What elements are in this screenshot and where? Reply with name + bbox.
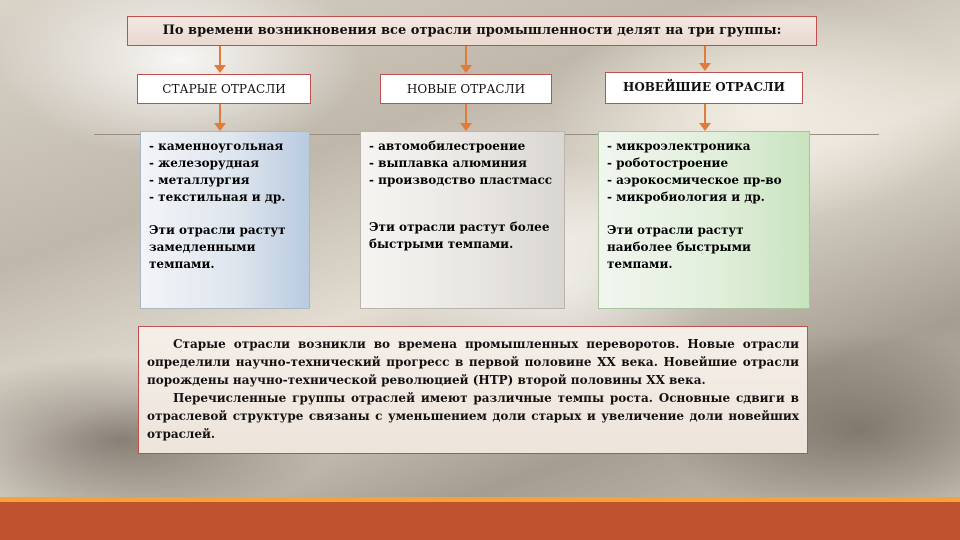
summary-box (138, 326, 808, 454)
growth-note: Эти отрасли растут наиболее быстрыми темпами. (607, 223, 751, 271)
list-item: - производство пластмасс (369, 173, 553, 187)
heading-new-industries: НОВЫЕ ОТРАСЛИ (380, 74, 552, 104)
column-newest-industries (598, 131, 810, 309)
arrow-old-column (219, 104, 221, 124)
column-old-industries (140, 131, 310, 309)
arrow-new-column (465, 104, 467, 124)
summary-paragraph: Старые отрасли возникли во времена промышленных переворотов. Новые отрасли определили научно-технический прогресс в первой половине XX века. Новейшие отрасли порождены научно-технической революцией (НТР) второй половины XX века. (147, 337, 799, 387)
diagram-title: По времени возникновения все отрасли промышленности делят на три группы: (127, 16, 817, 46)
heading-newest-industries: НОВЕЙШИЕ ОТРАСЛИ (605, 72, 803, 104)
list-item: - микроэлектроника (607, 139, 751, 153)
growth-note: Эти отрасли растут более быстрыми темпами. (369, 220, 550, 251)
footer-bar (0, 502, 960, 540)
list-item: - железорудная (149, 156, 260, 170)
arrow-to-new (465, 46, 467, 66)
list-item: - автомобилестроение (369, 139, 526, 153)
growth-note: Эти отрасли растут замедленными темпами. (149, 223, 286, 271)
list-item: - микробиология и др. (607, 190, 765, 204)
heading-old-industries: СТАРЫЕ ОТРАСЛИ (137, 74, 311, 104)
list-item: - каменноугольная (149, 139, 284, 153)
arrow-to-old (219, 46, 221, 66)
list-item: - выплавка алюминия (369, 156, 527, 170)
list-item: - текстильная и др. (149, 190, 286, 204)
arrow-to-newest (704, 46, 706, 64)
arrow-newest-column (704, 104, 706, 124)
list-item: - металлургия (149, 173, 250, 187)
column-new-industries (360, 131, 565, 309)
list-item: - роботостроение (607, 156, 729, 170)
list-item: - аэрокосмическое пр-во (607, 173, 782, 187)
summary-paragraph: Перечисленные группы отраслей имеют различные темпы роста. Основные сдвиги в отраслевой структуре связаны с уменьшением доли старых и увеличение доли новейших отраслей. (147, 391, 799, 441)
